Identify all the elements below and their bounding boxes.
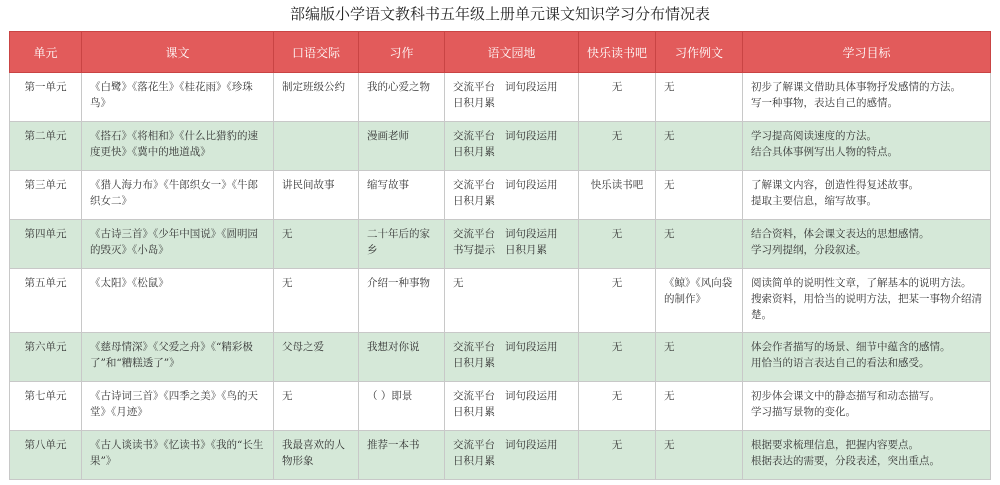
cell-goals: 阅读简单的说明性文章，了解基本的说明方法。 搜索资料，用恰当的说明方法，把某一事物介绍清楚。 xyxy=(743,269,991,333)
cell-oral: 无 xyxy=(274,220,359,269)
table-row xyxy=(10,122,991,171)
cell-example: 无 xyxy=(656,171,743,220)
cell-unit: 第五单元 xyxy=(10,269,82,333)
cell-oral: 制定班级公约 xyxy=(274,73,359,122)
cell-reading: 快乐读书吧 xyxy=(579,171,656,220)
table-row xyxy=(10,220,991,269)
cell-garden: 交流平台 词句段运用 日积月累 xyxy=(445,171,579,220)
cell-unit: 第一单元 xyxy=(10,73,82,122)
cell-texts: 《古诗三首》《少年中国说》《圆明园的毁灭》《小岛》 xyxy=(82,220,274,269)
cell-example: 无 xyxy=(656,333,743,382)
header-texts: 课文 xyxy=(82,32,274,73)
cell-garden: 交流平台 词句段运用 日积月累 xyxy=(445,122,579,171)
cell-reading: 无 xyxy=(579,333,656,382)
table-row xyxy=(10,73,991,122)
cell-unit: 第四单元 xyxy=(10,220,82,269)
cell-writing: 漫画老师 xyxy=(359,122,445,171)
cell-example: 无 xyxy=(656,431,743,480)
header-row xyxy=(10,32,991,73)
cell-garden: 交流平台 词句段运用 书写提示 日积月累 xyxy=(445,220,579,269)
header-garden: 语文园地 xyxy=(445,32,579,73)
cell-garden: 交流平台 词句段运用 日积月累 xyxy=(445,382,579,431)
cell-texts: 《白鹭》《落花生》《桂花雨》《珍珠鸟》 xyxy=(82,73,274,122)
header-unit: 单元 xyxy=(10,32,82,73)
cell-reading: 无 xyxy=(579,431,656,480)
table-row xyxy=(10,171,991,220)
page-title: 部编版小学语文教科书五年级上册单元课文知识学习分布情况表 xyxy=(289,5,710,23)
cell-texts: 《古诗词三首》《四季之美》《鸟的天堂》《月迹》 xyxy=(82,382,274,431)
cell-garden: 交流平台 词句段运用 日积月累 xyxy=(445,333,579,382)
cell-unit: 第七单元 xyxy=(10,382,82,431)
cell-garden: 无 xyxy=(445,269,579,333)
cell-garden: 交流平台 词句段运用 日积月累 xyxy=(445,431,579,480)
cell-unit: 第三单元 xyxy=(10,171,82,220)
table-row xyxy=(10,269,991,333)
knowledge-table xyxy=(9,31,991,480)
cell-goals: 了解课文内容，创造性得复述故事。 提取主要信息，缩写故事。 xyxy=(743,171,991,220)
header-oral: 口语交际 xyxy=(274,32,359,73)
cell-writing: （ ）即景 xyxy=(359,382,445,431)
cell-texts: 《太阳》《松鼠》 xyxy=(82,269,274,333)
cell-garden: 交流平台 词句段运用 日积月累 xyxy=(445,73,579,122)
cell-oral: 讲民间故事 xyxy=(274,171,359,220)
cell-writing: 我想对你说 xyxy=(359,333,445,382)
cell-unit: 第六单元 xyxy=(10,333,82,382)
cell-unit: 第二单元 xyxy=(10,122,82,171)
cell-reading: 无 xyxy=(579,269,656,333)
cell-example: 无 xyxy=(656,220,743,269)
cell-goals: 根据要求梳理信息，把握内容要点。 根据表达的需要，分段表述，突出重点。 xyxy=(743,431,991,480)
cell-writing: 介绍一种事物 xyxy=(359,269,445,333)
cell-writing: 二十年后的家乡 xyxy=(359,220,445,269)
cell-reading: 无 xyxy=(579,220,656,269)
table-row xyxy=(10,382,991,431)
cell-goals: 初步了解课文借助具体事物抒发感情的方法。 写一种事物，表达自己的感情。 xyxy=(743,73,991,122)
cell-reading: 无 xyxy=(579,382,656,431)
cell-oral xyxy=(274,122,359,171)
cell-example: 无 xyxy=(656,122,743,171)
cell-writing: 缩写故事 xyxy=(359,171,445,220)
cell-writing: 我的心爱之物 xyxy=(359,73,445,122)
cell-goals: 初步体会课文中的静态描写和动态描写。 学习描写景物的变化。 xyxy=(743,382,991,431)
header-example: 习作例文 xyxy=(656,32,743,73)
cell-reading: 无 xyxy=(579,122,656,171)
cell-texts: 《搭石》《将相和》《什么比猎豹的速度更快》《冀中的地道战》 xyxy=(82,122,274,171)
cell-example: 无 xyxy=(656,382,743,431)
cell-example: 《鲸》《风向袋的制作》 xyxy=(656,269,743,333)
cell-texts: 《猎人海力布》《牛郎织女一》《牛郎织女二》 xyxy=(82,171,274,220)
cell-writing: 推荐一本书 xyxy=(359,431,445,480)
cell-reading: 无 xyxy=(579,73,656,122)
cell-oral: 无 xyxy=(274,269,359,333)
header-reading: 快乐读书吧 xyxy=(579,32,656,73)
cell-oral: 我最喜欢的人物形象 xyxy=(274,431,359,480)
cell-unit: 第八单元 xyxy=(10,431,82,480)
table-row xyxy=(10,431,991,480)
cell-goals: 体会作者描写的场景、细节中蕴含的感情。 用恰当的语言表达自己的看法和感受。 xyxy=(743,333,991,382)
header-goals: 学习目标 xyxy=(743,32,991,73)
cell-goals: 结合资料，体会课文表达的思想感情。 学习列提纲，分段叙述。 xyxy=(743,220,991,269)
cell-goals: 学习提高阅读速度的方法。 结合具体事例写出人物的特点。 xyxy=(743,122,991,171)
cell-example: 无 xyxy=(656,73,743,122)
cell-texts: 《慈母情深》《父爱之舟》《“精彩极了”和“糟糕透了”》 xyxy=(82,333,274,382)
cell-texts: 《古人谈读书》《忆读书》《我的“长生果”》 xyxy=(82,431,274,480)
cell-oral: 无 xyxy=(274,382,359,431)
cell-oral: 父母之爱 xyxy=(274,333,359,382)
header-writing: 习作 xyxy=(359,32,445,73)
table-row xyxy=(10,333,991,382)
